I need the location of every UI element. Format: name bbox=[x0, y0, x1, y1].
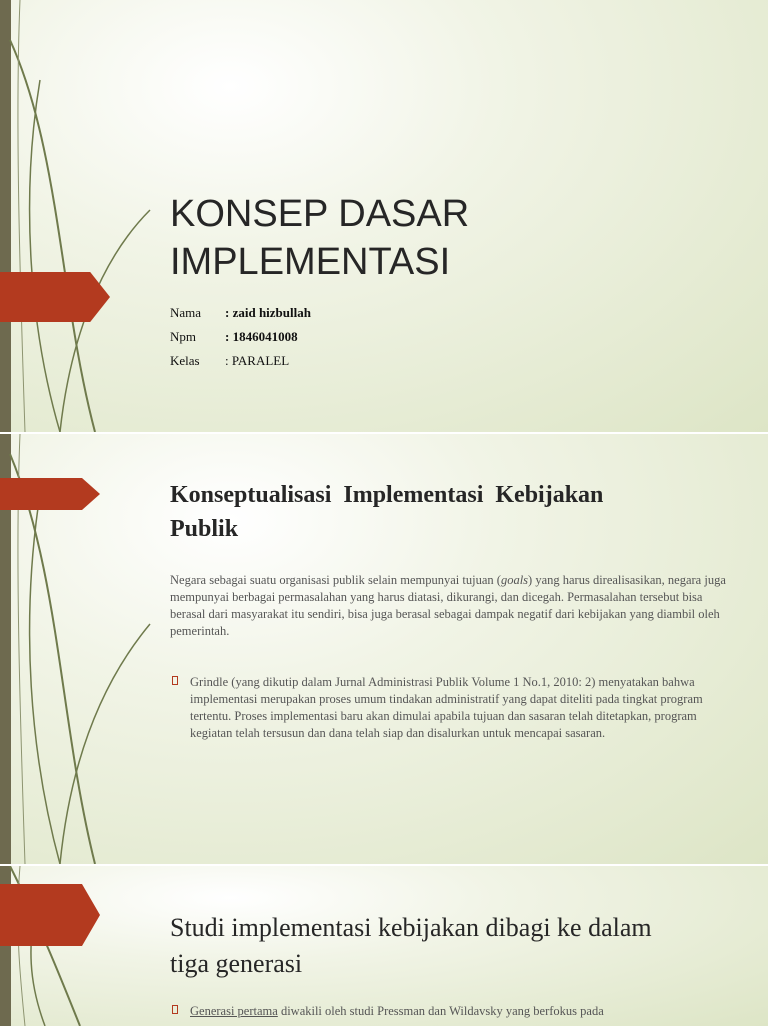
student-info bbox=[170, 304, 311, 376]
body-paragraph: Negara sebagai suatu organisasi publik selain mempunyai tujuan (goals) yang harus direalisasikan, negara juga mempunyai berbagai permasalahan yang harus diatasi, dikurangi, dan dicegah. Permasalahan tersebut bisa berasal dari masyarakat itu sendiri, bisa juga berasal sebagai dampak negatif dari kebijakan yang diambil oleh pemerintah. bbox=[170, 573, 726, 638]
list-item: Generasi pertama diwakili oleh studi Pressman dan Wildavsky yang berfokus pada bbox=[172, 1003, 732, 1020]
slide-title: KONSEP DASAR IMPLEMENTASI bbox=[170, 193, 470, 283]
list-item: Grindle (yang dikutip dalam Jurnal Administrasi Publik Volume 1 No.1, 2010: 2) menyatakan bahwa implementasi merupakan proses umum tindakan administratif yang dapat diteliti pada tingkat program tertentu. Proses implementasi baru akan dimulai apabila tujuan dan sasaran telah ditetapkan, program kegiatan telah tersusun dan dana telah siap dan disalurkan untuk mencapai sasaran. bbox=[172, 674, 732, 742]
accent-arrow bbox=[0, 884, 100, 946]
info-row-nama: Nama : zaid hizbullah bbox=[170, 305, 311, 320]
info-row-kelas: Kelas : PARALEL bbox=[170, 353, 290, 368]
accent-arrow bbox=[0, 478, 100, 510]
accent-arrow bbox=[0, 272, 110, 322]
bullet-icon bbox=[172, 1005, 178, 1014]
slide-1[interactable] bbox=[0, 0, 768, 432]
bullet-icon bbox=[172, 676, 178, 685]
section-title: Konseptualisasi Implementasi Kebijakan Publik bbox=[170, 482, 604, 542]
decorative-curves bbox=[0, 0, 160, 432]
info-row-npm: Npm : 1846041008 bbox=[170, 329, 298, 344]
section-title: Studi implementasi kebijakan dibagi ke dalam tiga generasi bbox=[170, 913, 652, 978]
